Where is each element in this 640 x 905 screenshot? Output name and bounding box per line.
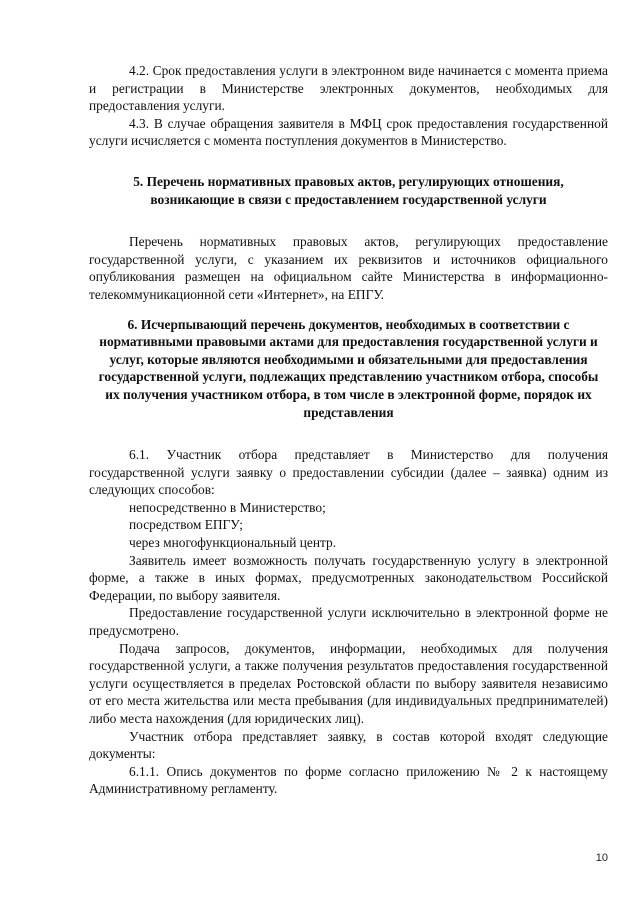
paragraph-electronic-only: Предоставление государственной услуги исключительно в электронной форме не предусмотрено. [89, 605, 608, 639]
paragraph-4-2: 4.2. Срок предоставления услуги в электронном виде начинается с момента приема и регистрации в Министерстве электронных документов, необходимых для предоставления услуги. [89, 63, 608, 114]
paragraph-electronic-form: Заявитель имеет возможность получать государственную услугу в электронной форме, а также в иных формах, предусмотренных законодательством Российской Федерации, по выбору заявителя. [89, 552, 608, 603]
page-number: 10 [595, 852, 608, 864]
section-6-heading: 6. Исчерпывающий перечень документов, необходимых в соответствии с нормативными правовыми актами для предоставления государственной услуги и услуг, которые являются необходимыми и обязательными для предоставления государственной услуги, подлежащих представлению участником отбора, способы их получения участником отбора, в том числе в электронной форме, порядок их представления [98, 316, 599, 420]
submission-way-direct: непосредственно в Министерство; [129, 499, 326, 515]
paragraph-4-3: 4.3. В случае обращения заявителя в МФЦ срок предоставления государственной услуги исчисляется с момента поступления документов в Министерство. [89, 115, 608, 149]
paragraph-documents-list: Участник отбора представляет заявку, в состав которой входят следующие документы: [89, 728, 608, 762]
section-5-heading: 5. Перечень нормативных правовых актов, регулирующих отношения, возникающие в связи с предоставлением государственной услуги [133, 173, 564, 207]
submission-way-mfc: через многофункциональный центр. [129, 535, 337, 551]
paragraph-6-1-1: 6.1.1. Опись документов по форме согласно приложению № 2 к настоящему Административному регламенту. [89, 763, 608, 797]
paragraph-6-1: 6.1. Участник отбора представляет в Министерство для получения государственной услуги заявку о предоставлении субсидии (далее – заявка) одним из следующих способов: [89, 447, 608, 498]
paragraph-legal-acts: Перечень нормативных правовых актов, регулирующих предоставление государственной услуги, с указанием их реквизитов и источников официального опубликования размещен на официальном сайте Министерства в информационно-телекоммуникационной сети «Интернет», на ЕПГУ. [89, 234, 608, 302]
document-body [89, 62, 608, 798]
submission-way-epgu: посредством ЕПГУ; [129, 517, 243, 533]
paragraph-requests-submission: Подача запросов, документов, информации, необходимых для получения государственной услуги, а также получения результатов предоставления государственной услуги осуществляется в пределах Ростовской области по выбору заявителя независимо от его места жительства или места пребывания (для индивидуальных предпринимателей) либо места нахождения (для юридических лиц). [89, 640, 608, 726]
